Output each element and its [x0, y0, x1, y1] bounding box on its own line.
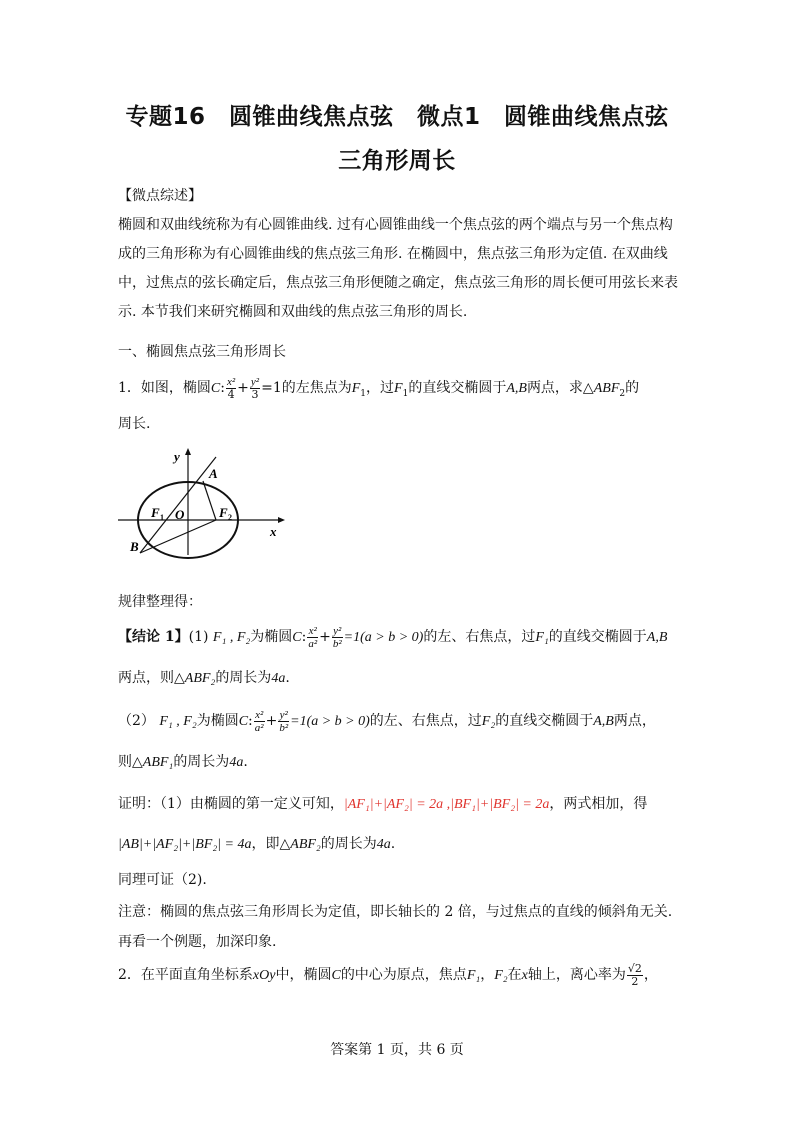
subsection-heading: 一、椭圆焦点弦三角形周长: [118, 344, 286, 360]
fraction: $\frac{\text{x²}}{\text{a²}}$: [308, 624, 318, 650]
intro-line-1: 椭圆和双曲线统称为有心圆锥曲线. 过有心圆锥曲线一个焦点弦的两个端点与另一个焦点构: [118, 217, 673, 233]
focus-f2-label: F: [219, 505, 228, 520]
intro-line-2: 成的三角形称为有心圆锥曲线的焦点弦三角形. 在椭圆中，焦点弦三角形为定值. 在双曲线: [118, 246, 668, 262]
x-label: x: [270, 524, 277, 539]
conclusion-1-part1-line2: 两点，则△ABF₂的周长为4a.: [118, 670, 290, 686]
fraction: $\frac{\text{x²}}{4}$: [226, 375, 236, 401]
ellipse-diagram: [118, 445, 288, 560]
page-footer: 答案第 1 页，共 6 页: [330, 1042, 464, 1058]
y-axis-arrow: [185, 448, 191, 455]
point-b-label: B: [130, 539, 139, 554]
conclusion-1-part1-line1: 【结论 1】(1) F₁ , F₂为椭圆C: $\frac{\text{x²}}{\text{a²}}$ + $\frac{\text{y²}}{\text{b²}}$ =1(a > b > 0)的左、右焦点，过F₁的直线交椭圆于A,B: [118, 624, 668, 650]
fraction: $\frac{\text{y²}}{\text{b²}}$: [279, 708, 289, 734]
page-title-line1: 专题16 圆锥曲线焦点弦 微点1 圆锥曲线焦点弦: [125, 104, 669, 130]
intro-line-3: 中，过焦点的弦长确定后，焦点弦三角形便随之确定，焦点弦三角形的周长便可用弦长来表: [118, 275, 678, 291]
origin-label: O: [175, 507, 185, 522]
proof-line1: 证明：（1）由椭圆的第一定义可知，|AF₁|+|AF₂| = 2a ,|BF₁|+|BF₂| = 2a，两式相加，得: [118, 796, 648, 812]
focus-f1-subscript: 1: [160, 513, 164, 522]
y-label: y: [174, 449, 180, 464]
problem-2-line1: 2．在平面直角坐标系xOy中，椭圆C的中心为原点，焦点F₁，F₂在x轴上，离心率为 $\frac{√2}{2}$ ，: [118, 961, 658, 988]
problem-1-line1: 1．如图，椭圆C: $\frac{\text{x²}}{4}$ + $\frac{\text{y²}}{3}$ =1的左焦点为$F_1$，过$F_1$的直线交椭圆于A,B两点，求$\triangle ABF_2$的: [118, 375, 640, 401]
problem-1-line2: 周长.: [118, 416, 151, 432]
point-a-label: A: [209, 466, 218, 481]
page-title-line2: 三角形周长: [338, 148, 456, 174]
note-line-1: 注意：椭圆的焦点弦三角形周长为定值，即长轴长的 2 倍，与过焦点的直线的倾斜角无关.: [118, 904, 673, 920]
section-header: 【微点综述】: [118, 188, 202, 204]
segment-bf2: [140, 520, 216, 553]
fraction: $\frac{√2}{2}$: [627, 961, 642, 988]
fraction: $\frac{\text{y²}}{3}$: [250, 375, 260, 401]
focus-f1-label: F: [151, 505, 160, 520]
fraction: $\frac{\text{y²}}{\text{b²}}$: [332, 624, 342, 650]
fraction: $\frac{\text{x²}}{\text{a²}}$: [254, 708, 264, 734]
note-line-2: 再看一个例题，加深印象.: [118, 934, 277, 950]
x-axis-arrow: [278, 517, 285, 523]
proof-line2: |AB|+|AF₂|+|BF₂| = 4a，即△ABF₂的周长为4a.: [118, 836, 396, 852]
summary-label: 规律整理得：: [118, 594, 202, 610]
conclusion-1-part2-line2: 则△ABF₁的周长为4a.: [118, 754, 248, 770]
similar-proof: 同理可证（2).: [118, 872, 207, 888]
conclusion-1-part2-line1: （2） F₁ , F₂为椭圆C: $\frac{\text{x²}}{\text{a²}}$ + $\frac{\text{y²}}{\text{b²}}$ =1(a > b > 0)的左、右焦点，过F₂的直线交椭圆于A,B两点，: [118, 708, 656, 734]
intro-line-4: 示. 本节我们来研究椭圆和双曲线的焦点弦三角形的周长.: [118, 304, 468, 320]
focus-f2-subscript: 2: [228, 513, 232, 522]
